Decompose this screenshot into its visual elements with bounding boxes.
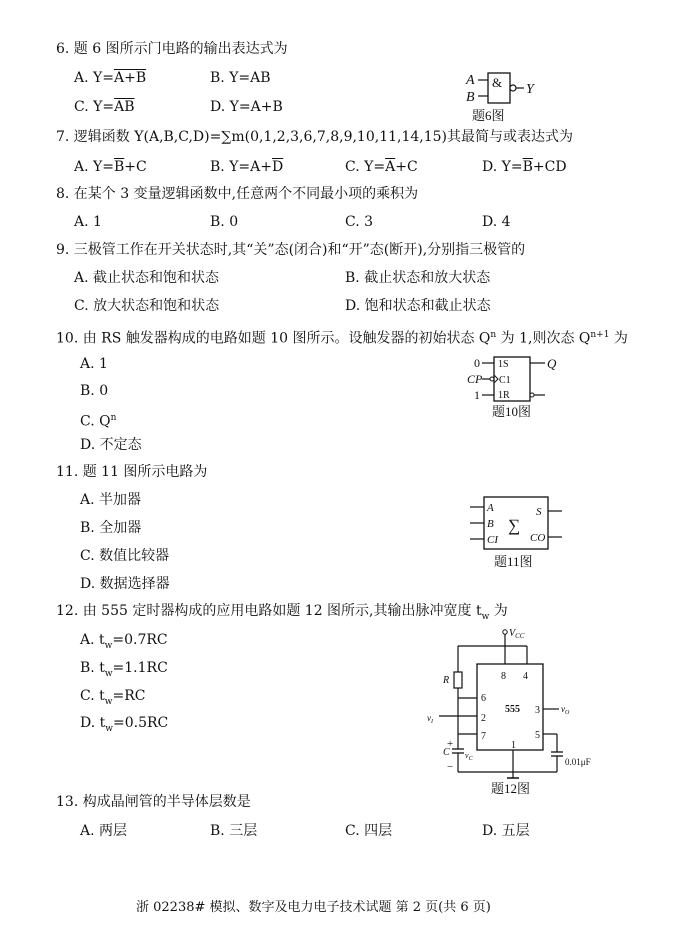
q12-fig-caption: 题12图 bbox=[491, 781, 531, 796]
q12-fig-c: C bbox=[443, 747, 450, 758]
q6-option-b: B. Y=AB bbox=[210, 70, 271, 86]
inverter-bubble bbox=[510, 85, 516, 91]
q8-option-c: C. 3 bbox=[345, 214, 374, 230]
q6-fig-caption: 题6图 bbox=[472, 108, 505, 123]
q10-option-d: D. 不定态 bbox=[80, 437, 142, 453]
resistor-r bbox=[454, 672, 462, 688]
q6-fig-input-b: B bbox=[466, 90, 475, 105]
q6-fig-output-y: Y bbox=[526, 82, 534, 97]
q7-stem: 7. 逻辑函数 Y(A,B,C,D)=∑m(0,1,2,3,6,7,8,9,10,11,14,15)其最简与或表达式为 bbox=[56, 129, 574, 145]
q9-option-a: A. 截止状态和饱和状态 bbox=[74, 270, 220, 286]
q10-fig-pin-1s: 1S bbox=[498, 359, 509, 370]
q13-stem: 13. 构成晶闸管的半导体层数是 bbox=[56, 794, 251, 810]
q11-fig-output-co: CO bbox=[530, 532, 546, 544]
q12-fig-pin-6: 6 bbox=[481, 693, 486, 704]
q12-fig-vc: $v_C$ bbox=[465, 751, 473, 762]
q11-stem: 11. 题 11 图所示电路为 bbox=[56, 464, 208, 480]
q10-option-c: C. $Q^n$ bbox=[80, 413, 117, 430]
q12-fig-pin-3: 3 bbox=[535, 705, 540, 716]
q12-fig-pin-8: 8 bbox=[501, 671, 506, 682]
q9-option-b: B. 截止状态和放大状态 bbox=[345, 270, 491, 286]
q10-fig-pin-1r: 1R bbox=[498, 390, 510, 401]
q9-option-c: C. 放大状态和饱和状态 bbox=[74, 298, 220, 314]
q8-option-b: B. 0 bbox=[210, 214, 239, 230]
q11-option-c: C. 数值比较器 bbox=[80, 548, 170, 564]
q9-option-d: D. 饱和状态和截止状态 bbox=[345, 298, 491, 314]
q12-fig-vcc: $V_{CC}$ bbox=[509, 628, 525, 640]
q12-fig-minus: − bbox=[447, 761, 454, 773]
q13-option-b: B. 三层 bbox=[210, 823, 258, 839]
q11-fig-caption: 题11图 bbox=[494, 554, 533, 569]
q11-option-d: D. 数据选择器 bbox=[80, 576, 170, 592]
q11-option-b: B. 全加器 bbox=[80, 520, 142, 536]
q10-fig-input-s: 0 bbox=[474, 356, 480, 370]
q6-stem: 6. 题 6 图所示门电路的输出表达式为 bbox=[56, 41, 288, 57]
q6-nand-gate-figure bbox=[462, 70, 552, 126]
q12-stem: 12. 由 555 定时器构成的应用电路如题 12 图所示,其输出脉冲宽度 $t_w$ 为 bbox=[56, 603, 508, 622]
q9-stem: 9. 三极管工作在开关状态时,其“关”态(闭合)和“开”态(断开),分别指三极管的 bbox=[56, 242, 526, 258]
q6-option-d: D. Y=A+B bbox=[210, 99, 283, 115]
q12-fig-cap-value: 0.01μF bbox=[565, 757, 591, 767]
q11-fig-input-ci: CI bbox=[487, 534, 498, 546]
q10-fig-input-cp: CP bbox=[467, 372, 483, 386]
q7-option-d: D. $Y=\overline{B}+CD$ bbox=[482, 159, 567, 175]
q12-fig-pin-5: 5 bbox=[535, 730, 540, 741]
q12-option-d: D. $t_w=0.5RC$ bbox=[80, 715, 169, 734]
q12-fig-chip-label: 555 bbox=[505, 704, 520, 715]
q12-fig-pin-1: 1 bbox=[511, 740, 516, 751]
q13-option-c: C. 四层 bbox=[345, 823, 393, 839]
q12-fig-pin-7: 7 bbox=[481, 731, 486, 742]
q13-option-a: A. 两层 bbox=[80, 823, 128, 839]
q10-fig-input-r: 1 bbox=[474, 388, 480, 402]
q11-fig-output-s: S bbox=[536, 506, 542, 518]
q11-fig-input-a: A bbox=[487, 502, 494, 514]
q10-option-b: B. 0 bbox=[80, 383, 109, 399]
q7-option-b: B. $Y=A+\overline{D}$ bbox=[210, 159, 284, 175]
q8-option-a: A. 1 bbox=[74, 214, 102, 230]
q12-option-a: A. $t_w=0.7RC$ bbox=[80, 632, 168, 651]
q10-stem: 10. 由 RS 触发器构成的电路如题 10 图所示。设触发器的初始状态 $Q^n$ 为 1,则次态 $Q^{n+1}$ 为 bbox=[56, 330, 628, 347]
q12-option-c: C. $t_w=RC$ bbox=[80, 688, 146, 707]
q12-fig-vo: $v_O$ bbox=[561, 704, 570, 716]
q10-rs-flipflop-figure bbox=[465, 355, 575, 421]
q7-option-c: C. $Y=\overline{A}+C$ bbox=[345, 159, 418, 175]
q10-fig-pin-c1: C1 bbox=[499, 375, 511, 386]
q11-adder-figure bbox=[466, 495, 570, 571]
q12-fig-pin-2: 2 bbox=[481, 713, 486, 724]
q6-option-c: C. $Y=\overline{AB}$ bbox=[74, 99, 135, 115]
page-footer: 浙 02238# 模拟、数字及电力电子技术试题 第 2 页(共 6 页) bbox=[136, 900, 491, 915]
q11-fig-input-b: B bbox=[487, 518, 494, 530]
q12-fig-vi: $v_I$ bbox=[427, 713, 433, 725]
q13-option-d: D. 五层 bbox=[482, 823, 530, 839]
q6-fig-input-a: A bbox=[466, 73, 475, 88]
q11-fig-sum-symbol: ∑ bbox=[508, 516, 521, 535]
q12-fig-plus: + bbox=[447, 738, 454, 750]
q8-stem: 8. 在某个 3 变量逻辑函数中,任意两个不同最小项的乘积为 bbox=[56, 186, 419, 202]
q6-option-a: A. Y=A+B bbox=[74, 70, 147, 86]
q12-555-circuit-figure bbox=[425, 622, 605, 798]
q10-fig-caption: 题10图 bbox=[492, 404, 532, 419]
q8-option-d: D. 4 bbox=[482, 214, 511, 230]
q11-option-a: A. 半加器 bbox=[80, 492, 142, 508]
q10-option-a: A. 1 bbox=[80, 356, 108, 372]
q6-fig-gate-symbol: & bbox=[492, 75, 503, 90]
q10-fig-output-q: Q bbox=[547, 356, 557, 371]
q12-fig-r: R bbox=[443, 675, 450, 686]
q7-option-a: A. $Y=\overline{B}+C$ bbox=[74, 159, 147, 175]
q12-option-b: B. $t_w=1.1RC$ bbox=[80, 660, 168, 679]
q12-fig-pin-4: 4 bbox=[523, 671, 528, 682]
